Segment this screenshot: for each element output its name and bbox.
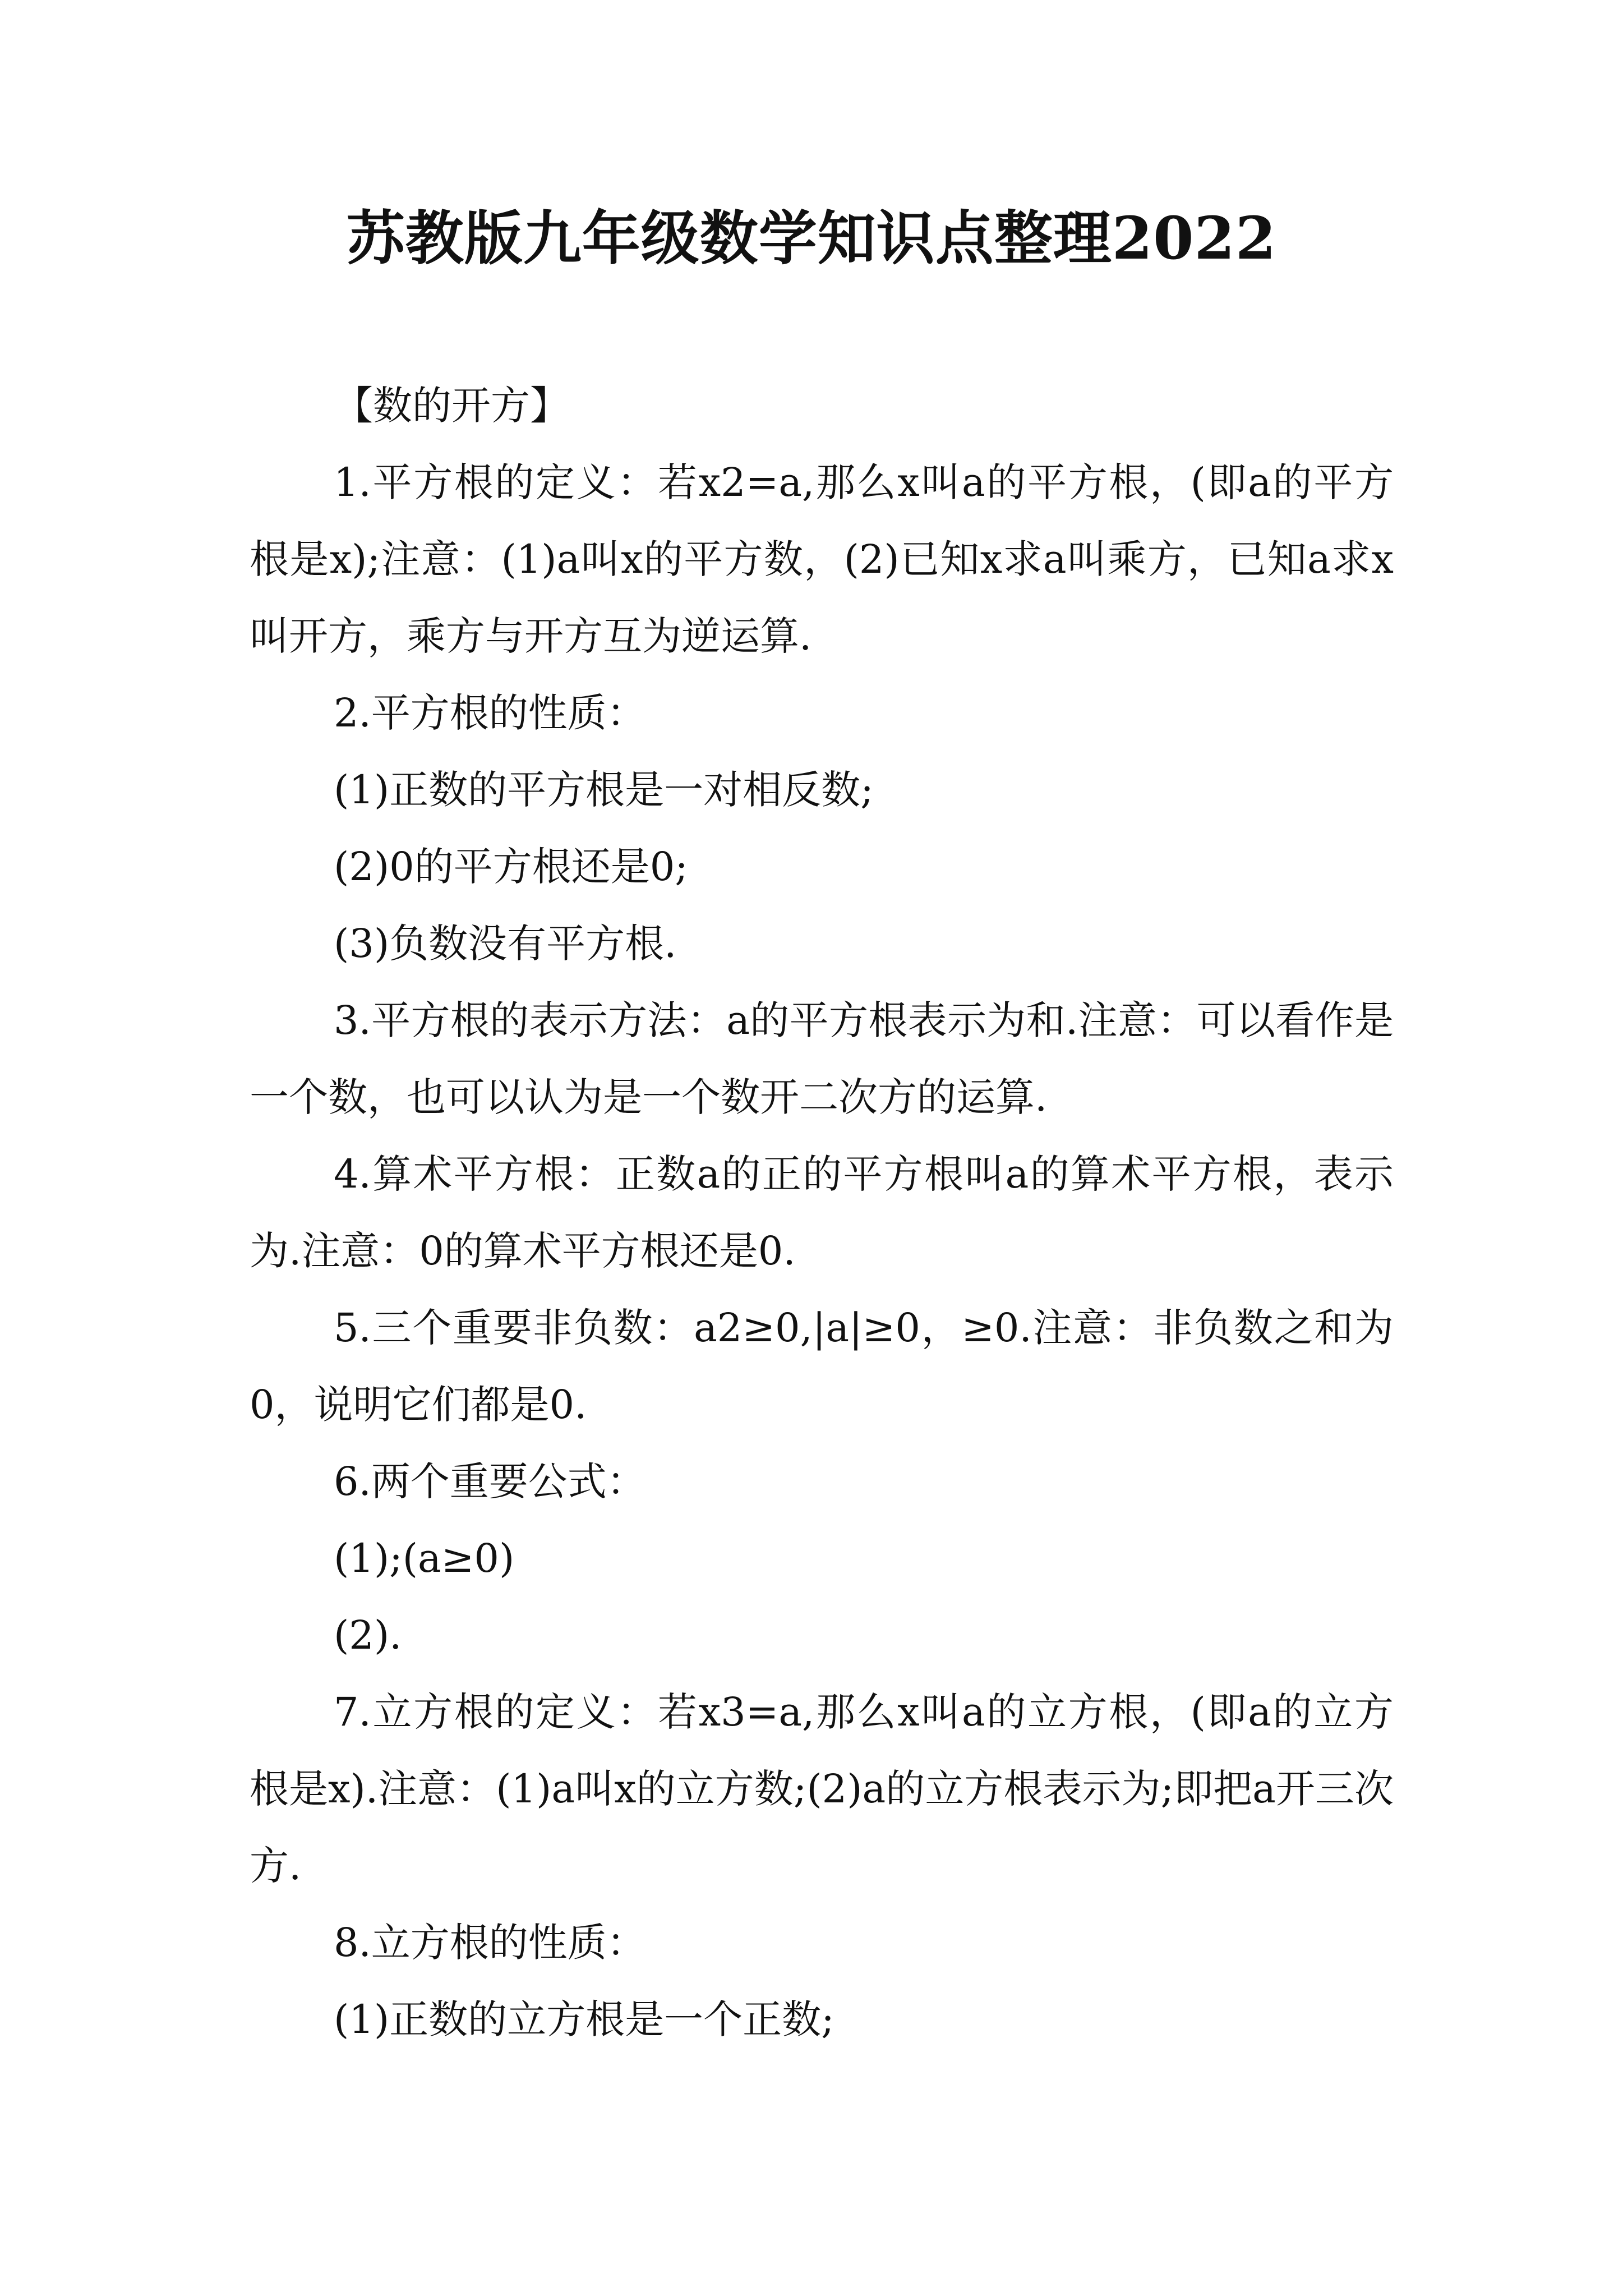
paragraph-square-root-notation: 3.平方根的表示方法：a的平方根表示为和.注意：可以看作是一个数，也可以认为是一个数开二次方的运算.	[250, 997, 1394, 1120]
paragraph-cube-property-1: (1)正数的立方根是一个正数;	[334, 1996, 834, 2042]
paragraph-cube-root-properties: 8.立方根的性质：	[334, 1920, 646, 1966]
paragraph-square-root-definition: 1.平方根的定义：若x2=a,那么x叫a的平方根，(即a的平方根是x);注意：(1)a叫x的平方数，(2)已知x求a叫乘方，已知a求x叫开方，乘方与开方互为逆运算.	[250, 459, 1394, 659]
paragraph-non-negative-numbers: 5.三个重要非负数：a2≥0,|a|≥0，≥0.注意：非负数之和为0，说明它们都是0.	[250, 1305, 1394, 1428]
paragraph-property-2: (2)0的平方根还是0;	[334, 844, 688, 890]
paragraph-formula-2: (2).	[334, 1612, 402, 1658]
section-heading: 【数的开方】	[334, 383, 569, 429]
paragraph-two-formulas: 6.两个重要公式：	[334, 1458, 646, 1504]
paragraph-square-root-properties: 2.平方根的性质：	[334, 690, 646, 736]
paragraph-arithmetic-square-root: 4.算术平方根：正数a的正的平方根叫a的算术平方根，表示为.注意：0的算术平方根还是0.	[250, 1151, 1394, 1274]
paragraph-property-1: (1)正数的平方根是一对相反数;	[334, 767, 874, 813]
paragraph-formula-1: (1);(a≥0)	[334, 1535, 515, 1581]
paragraph-property-3: (3)负数没有平方根.	[334, 921, 677, 967]
document-title: 苏教版九年级数学知识点整理2022	[346, 204, 1277, 273]
paragraph-cube-root-definition: 7.立方根的定义：若x3=a,那么x叫a的立方根，(即a的立方根是x).注意：(1)a叫x的立方数;(2)a的立方根表示为;即把a开三次方.	[250, 1689, 1394, 1889]
document-body	[250, 367, 1394, 2058]
